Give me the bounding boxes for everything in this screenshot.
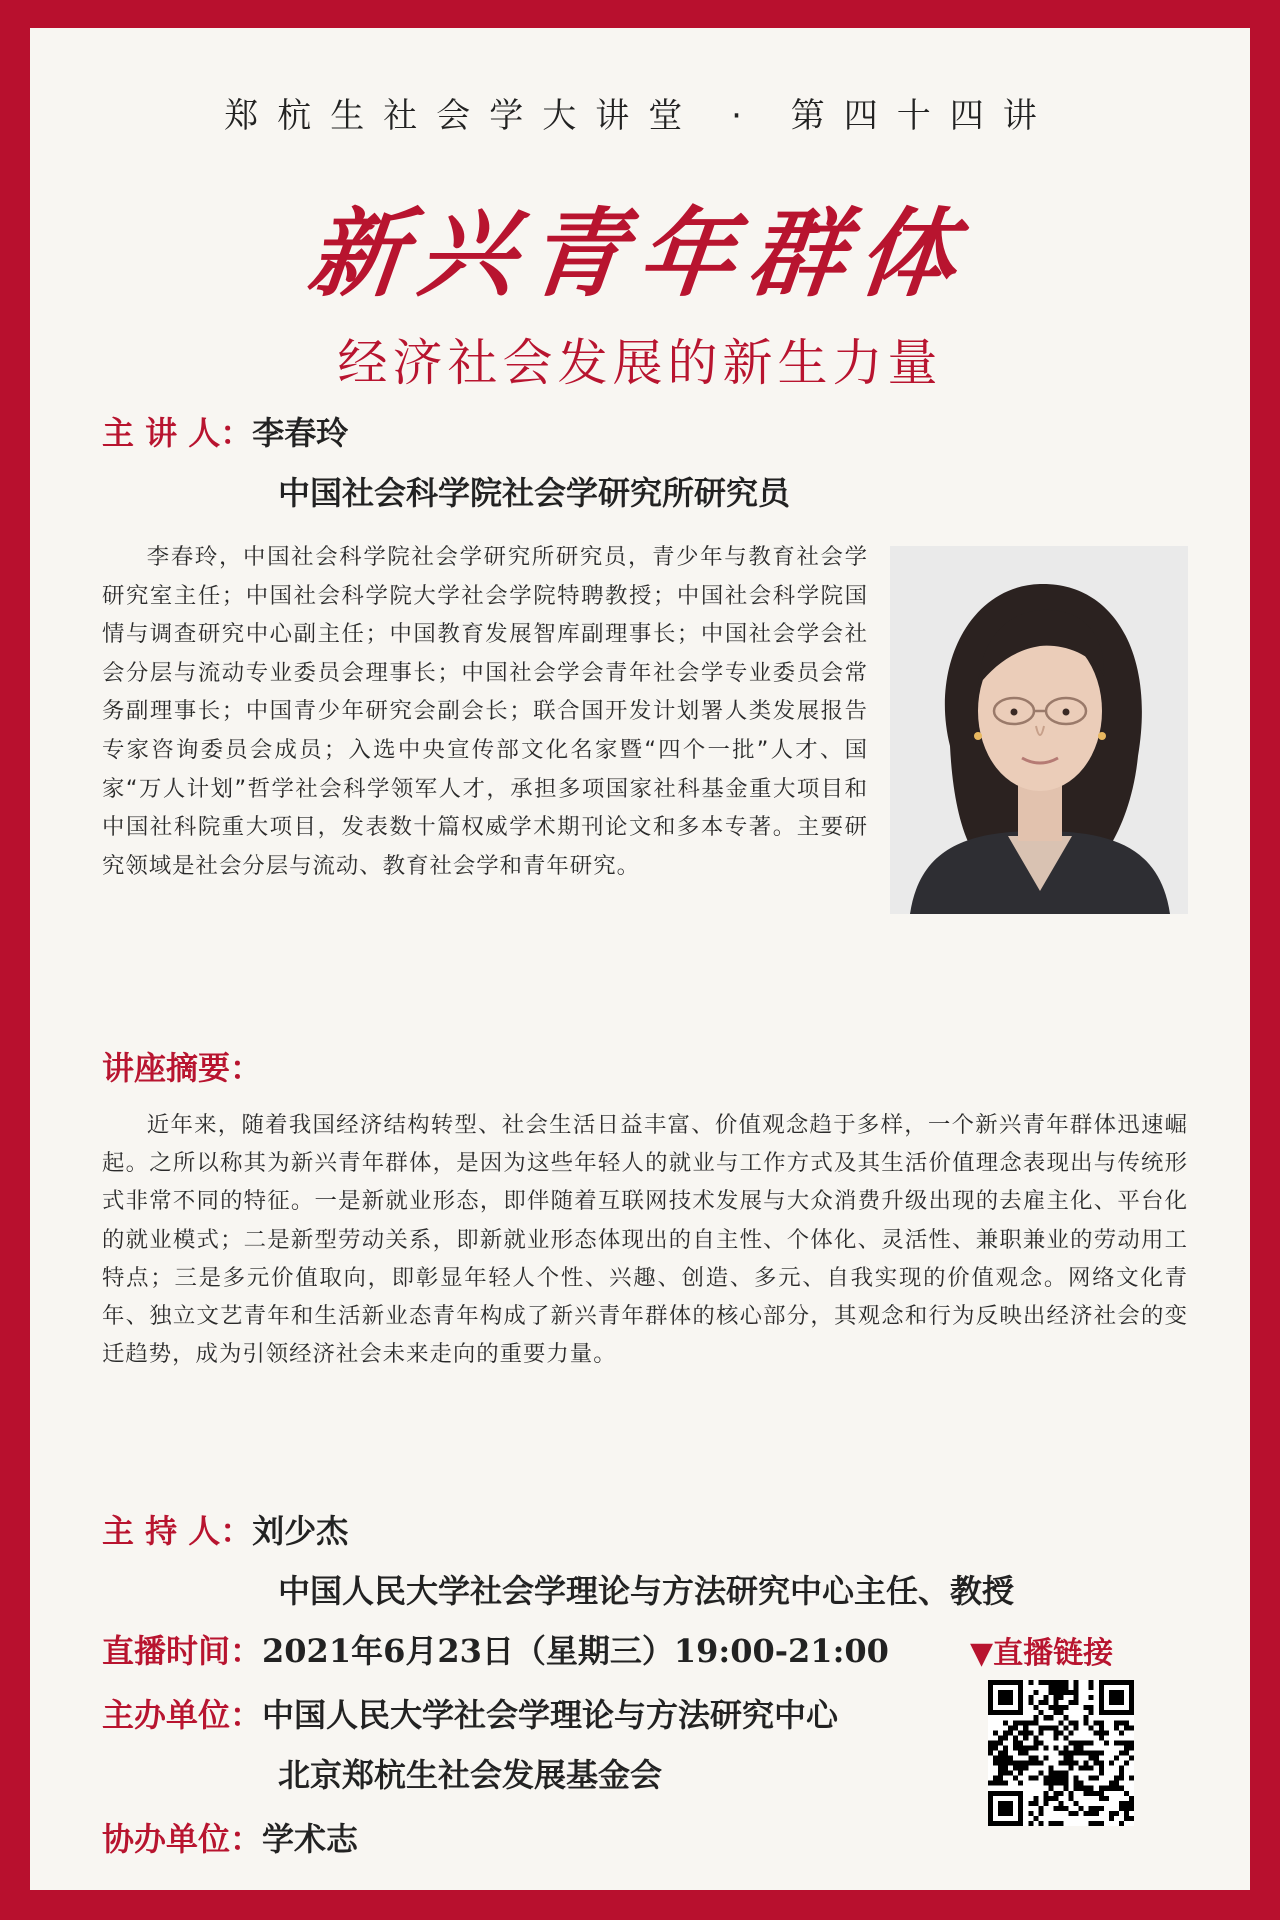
- portrait-image: [890, 546, 1188, 914]
- speaker-row: [102, 408, 348, 454]
- speaker-photo: [890, 546, 1188, 914]
- coorganizer-name: 学术志: [262, 1820, 359, 1858]
- host-name: 刘少杰: [252, 1512, 349, 1550]
- abstract-section: [102, 1106, 1188, 1373]
- speaker-affiliation: 中国社会科学院社会学研究所研究员: [278, 474, 791, 512]
- speaker-name: 李春玲: [252, 414, 349, 452]
- speaker-bio-section: [102, 538, 1188, 922]
- host-label: 主 持 人：: [102, 1512, 253, 1550]
- poster: [30, 28, 1250, 1890]
- host-row: [102, 1506, 348, 1552]
- abstract-row: [102, 1043, 262, 1089]
- speaker-label: 主 讲 人：: [102, 414, 253, 452]
- live-row: [102, 1626, 889, 1672]
- coorganizer-label: 协办单位：: [102, 1820, 263, 1858]
- organizer-1: 中国人民大学社会学理论与方法研究中心: [262, 1696, 839, 1734]
- live-link-label[interactable]: ▼直播链接: [970, 1636, 1114, 1671]
- qr-code[interactable]: [988, 1680, 1134, 1826]
- live-time: 2021年6月23日（星期三）19:00-21:00: [262, 1632, 889, 1670]
- host-affiliation: 中国人民大学社会学理论与方法研究中心主任、教授: [278, 1572, 1015, 1610]
- organizer-row: [102, 1690, 838, 1736]
- series-title: 郑杭生社会学大讲堂 · 第四十四讲: [224, 96, 1056, 136]
- organizer-label: 主办单位：: [102, 1696, 263, 1734]
- organizer-2: 北京郑杭生社会发展基金会: [278, 1756, 663, 1794]
- coorganizer-row: [102, 1814, 358, 1860]
- subtitle: 经济社会发展的新生力量: [337, 334, 943, 392]
- speaker-bio-text: 李春玲，中国社会科学院社会学研究所研究员，青少年与教育社会学研究室主任；中国社会科学院大学社会学院特聘教授；中国社会科学院国情与调查研究中心副主任；中国教育发展智库副理事长；中国社会学会社会分层与流动专业委员会理事长；中国社会学会青年社会学专业委员会常务副理事长；中国青少年研究会副会长；联合国开发计划署人类发展报告专家咨询委员会成员；入选中央宣传部文化名家暨“四个一批”人才、国家“万人计划”哲学社会科学领军人才，承担多项国家社科基金重大项目和中国社科院重大项目，发表数十篇权威学术期刊论文和多本专著。主要研究领域是社会分层与流动、教育社会学和青年研究。: [102, 544, 868, 879]
- main-title: 新兴青年群体: [303, 197, 976, 310]
- qr-code-icon: [988, 1680, 1134, 1826]
- live-label: 直播时间：: [102, 1632, 263, 1670]
- abstract-text: 近年来，随着我国经济结构转型、社会生活日益丰富、价值观念趋于多样，一个新兴青年群体迅速崛起。之所以称其为新兴青年群体，是因为这些年轻人的就业与工作方式及其生活价值理念表现出与传统形式非常不同的特征。一是新就业形态，即伴随着互联网技术发展与大众消费升级出现的去雇主化、平台化的就业模式；二是新型劳动关系，即新就业形态体现出的自主性、个体化、灵活性、兼职兼业的劳动用工特点；三是多元价值取向，即彰显年轻人个性、兴趣、创造、多元、自我实现的价值观念。网络文化青年、独立文艺青年和生活新业态青年构成了新兴青年群体的核心部分，其观念和行为反映出经济社会的变迁趋势，成为引领经济社会未来走向的重要力量。: [102, 1112, 1188, 1368]
- abstract-label: 讲座摘要：: [102, 1049, 263, 1087]
